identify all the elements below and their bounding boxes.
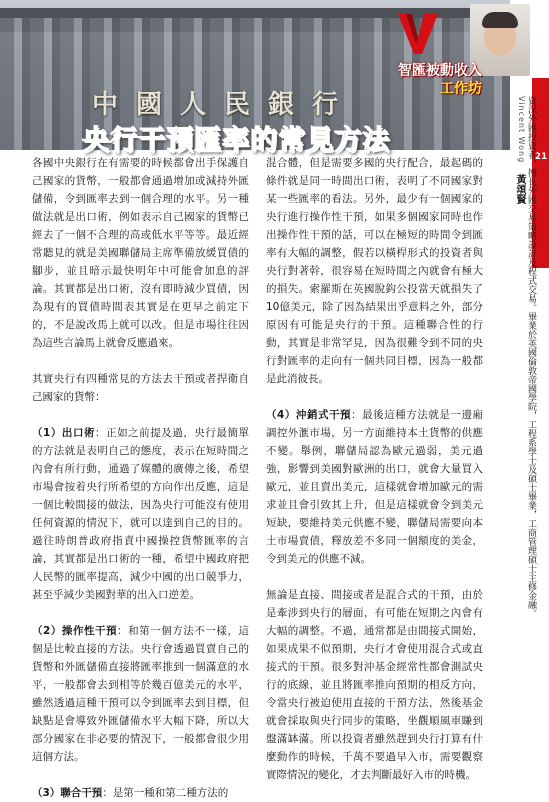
article-column-left [32, 154, 249, 802]
method-1-heading: （1）出口術 [32, 427, 96, 439]
methods-intro-paragraph: 其實央行有四種常見的方法去干預或者捍衛自己國家的貨幣： [32, 373, 249, 403]
method-3-paragraph [32, 784, 249, 802]
method-1-body: ：正如之前提及過，央行最簡單的方法就是表明自己的態度，表示在短時間之內會有所行動，通過了媒體的廣傳之後，希望市場會按着央行所希望的方向作出反應，這是一個比較間接的做法，因為央行可能沒有使用任何資源的情況下，就可以達到自己的目的。過往時朗普政府指責中國操控貨幣匯率的言論，其實都是出口術的一種，希望中國政府把人民幣的匯率提高，減少中國的出口競爭力，甚至乎減少美國對華的出入口逆差。 [32, 427, 250, 601]
method-2-heading: （2）操作性干預 [32, 625, 118, 637]
column-name-line2: 工作坊 [440, 81, 482, 97]
author-bio: 資深外匯投資者，擅長外匯交易策略設計及程式交易。畢業於英國倫敦帝國學院，工程系學士及碩士畢業，工商管理碩士主修金融。 [526, 96, 536, 618]
page-number: 21 [534, 152, 548, 162]
method-4-heading: （4）沖銷式干預 [266, 409, 352, 421]
method-3-heading: （3）聯合干預 [32, 787, 103, 799]
v-logo-icon [396, 12, 440, 56]
method-4-body: ：最後這種方法就是一邊廂調控外滙市場，另一方面維持本土貨幣的供應不變。舉例，聯儲局認為歐元過弱，美元過強，影響到美國對歐洲的出口，就會大量買入歐元，並且賣出美元，這樣就會增加歐元的需求並且會引致其上升，但是這樣就會令到美元短缺，要維持美元供應不變，聯儲局需要向本土市場賣債，釋放差不多同一個額度的美金，令到美元的供應不減。 [266, 409, 484, 565]
conclusion-paragraph: 無論是直接、間接或者是混合式的干預，由於是牽涉到央行的層面，有可能在短期之內會有大幅的調整。不過，通常都是由間接式開始，如果成果不似預期，央行才會使用混合式或直接式的干預。很多對沖基金經常性都會測試央行的底線，並且將匯率推向預期的相反方向，令當央行被迫使用直接的干預方法，然後基金就會採取與央行同步的策略，坐觀順風車賺到盤滿缽滿。所以投資者雖然趕到央行打算有什麼動作的時候，千萬不要過早入市，需要觀察實際情況的變化，才去判斷最好入市的時機。 [266, 589, 483, 781]
method-3-body-start: ：是第一種和第二種方法的 [102, 787, 229, 799]
portrait-hair [482, 12, 518, 28]
author-english-name: Vincent Wong [517, 96, 526, 164]
column-name-line1: 智匯被動收入 [398, 63, 482, 79]
method-2-paragraph [32, 622, 249, 766]
method-1-paragraph [32, 424, 249, 604]
method-4-paragraph [266, 406, 483, 568]
article-column-right [266, 154, 483, 802]
building-sign: 中國人民銀行 [92, 90, 357, 120]
method-3-continued: 混合體，但是需要多國的央行配合，最起碼的條件就是同一時間出口術，表明了不同國家對某一些匯率的看法。另外，最少有一個國家的央行進行操作性干預，如果多個國家同時也作出操作性干預的話，可以在極短的時間令到匯率有大幅的調整，假若以橫桿形式的投資者與央行對著幹，很容易在短時間之內就會有極大的損失。索羅斯在英國脫鈎公投當天就損失了10億美元，除了因為結果出乎意料之外，部分原因有可能是央行的干預。這種聯合性的行動，其實是非常罕見，因為很難令到不同的央行對匯率的走向有一個共同目標，因為一般都是此消彼長。 [266, 157, 483, 385]
intro-paragraph: 各國中央銀行在有需要的時候都會出手保護自己國家的貨幣，一般都會通過增加或減持外匯儲備，令到匯率去到一個合理的水平。另一種做法就是出口術，例如表示自己國家的貨幣已經去了一個不合理的高或低水平等等。最近經常聽見的就是美國聯儲局主席準備放緩買債的腳步，並且暗示最快明年中可能會加息的評論。其實都是出口術，沒有即時減少買債，因為現有的買債時間表其實是在更早之前定下的，不是說改馬上就可以改。但是市場往往因為這些言論馬上就會反應過來。 [32, 157, 249, 349]
method-2-body: ：和第一個方法不一樣，這個是比較直接的方法。央行會透過買賣自己的貨幣和外匯儲備直接將匯率推到一個滿意的水平，一般都會去到相等於幾百億美元的水平，雖然透過這種干預可以令到匯率去到目標，但缺點是會導致外匯儲備水平大幅下降，所以大部分國家在非必要的情況下，一般都會很少用這個方法。 [32, 625, 250, 763]
article-title: 央行干預匯率的常見方法 [82, 125, 390, 156]
author-chinese-name: 黃頌賢 [514, 174, 525, 204]
